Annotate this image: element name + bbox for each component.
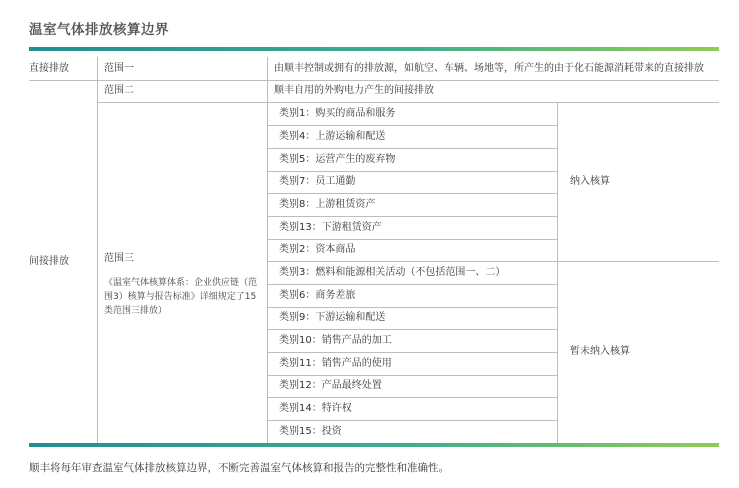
category-item: 类别8：上游租赁资产	[279, 198, 376, 210]
page-title: 温室气体排放核算边界	[29, 22, 169, 38]
scope1-description: 由顺丰控制或拥有的排放源，如航空、车辆、场地等，所产生的由于化石能源消耗带来的直接排放	[274, 62, 704, 74]
scope3-note: 《温室气体核算体系：企业供应链（范围3）核算与报告标准》详细规定了15类范围三排放）	[104, 278, 258, 316]
column-divider	[97, 57, 98, 443]
category-item: 类别5：运营产生的废弃物	[279, 153, 396, 165]
category-item: 类别14：特许权	[279, 402, 352, 414]
scope1-label: 范围一	[104, 62, 134, 74]
footnote: 顺丰将每年审查温室气体排放核算边界，不断完善温室气体核算和报告的完整性和准确性。	[29, 462, 449, 474]
scope2-label: 范围二	[104, 85, 134, 96]
category-item: 类别10：销售产品的加工	[279, 334, 392, 346]
scope2-description: 顺丰自用的外购电力产生的间接排放	[274, 85, 434, 96]
category-item: 类别7：员工通勤	[279, 176, 356, 187]
column-divider	[267, 57, 268, 443]
category-item: 类别6：商务差旅	[279, 289, 356, 301]
included-status-label: 纳入核算	[570, 175, 610, 187]
top-accent-bar	[29, 47, 719, 51]
category-item: 类别1：购买的商品和服务	[279, 107, 396, 119]
scope3-label: 范围三	[104, 253, 134, 264]
category-item: 类别13：下游租赁资产	[279, 221, 382, 233]
category-item: 类别3：燃料和能源相关活动（不包括范围一、二）	[279, 266, 506, 278]
category-item: 类别4：上游运输和配送	[279, 130, 386, 142]
category-item: 类别12：产品最终处置	[279, 380, 382, 391]
category-item: 类别9：下游运输和配送	[279, 312, 386, 323]
bottom-accent-bar	[29, 443, 719, 447]
excluded-status-label: 暂未纳入核算	[570, 346, 630, 357]
category-item: 类别2：资本商品	[279, 244, 356, 255]
indirect-emissions-label: 间接排放	[29, 255, 69, 267]
category-item: 类别15：投资	[279, 425, 342, 437]
scope3-cell	[104, 252, 264, 342]
column-divider	[557, 102, 558, 443]
category-item: 类别11：销售产品的使用	[279, 357, 392, 369]
direct-emissions-label: 直接排放	[29, 62, 69, 74]
